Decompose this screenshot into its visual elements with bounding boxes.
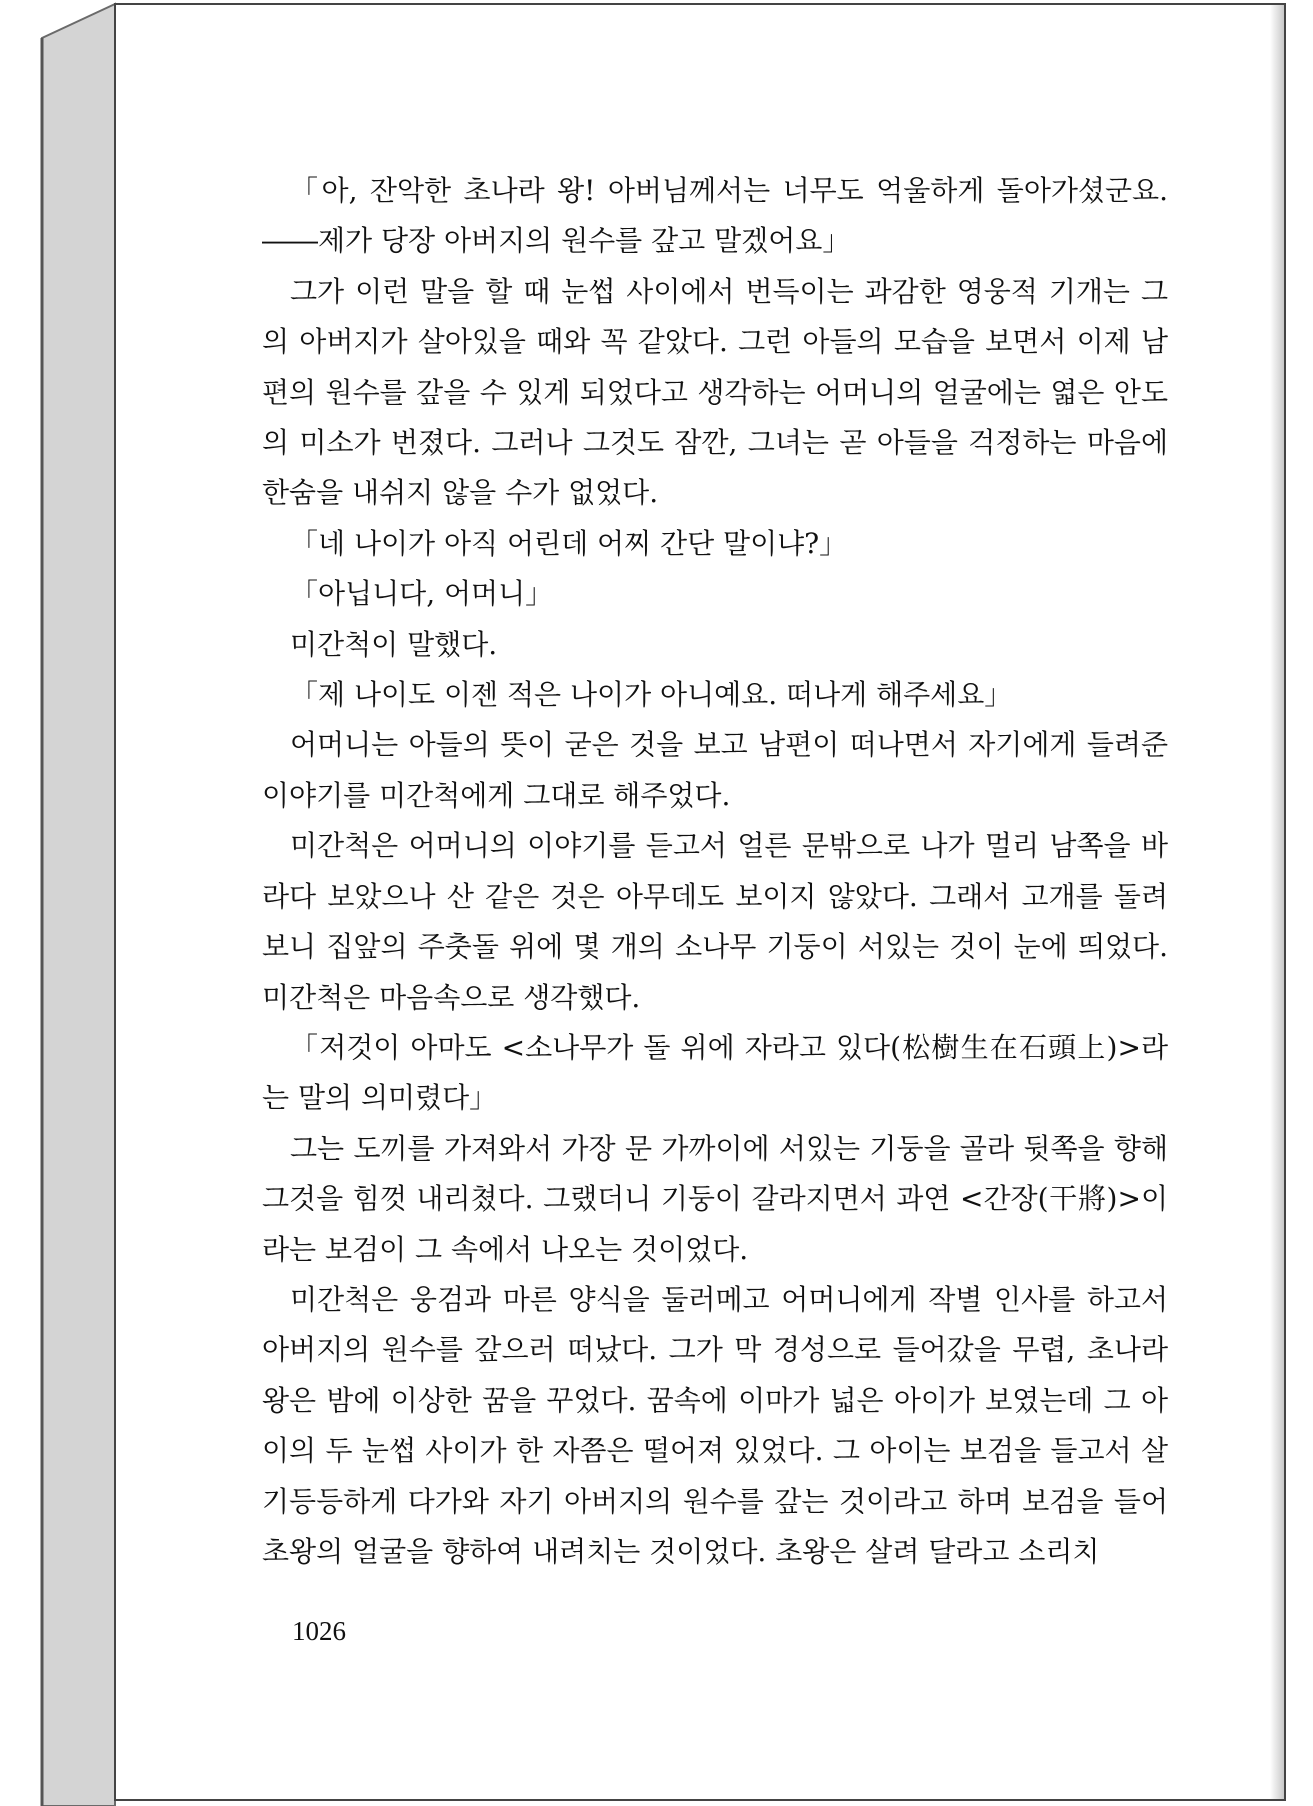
paragraph: 미간척은 웅검과 마른 양식을 둘러메고 어머니에게 작별 인사를 하고서 아버지의 원수를 갚으러 떠났다. 그가 막 경성으로 들어갔을 무렵, 초나라 왕은 밤에 이상한 꿈을 꾸었다. 꿈속에 이마가 넓은 아이가 보였는데 그 아이의 두 눈썹 사이가 한 자쯤은 떨어져 있었다. 그 아이는 보검을 들고서 살기등등하게 다가와 자기 아버지의 원수를 갚는 것이라고 하며 보검을 들어 초왕의 얼굴을 향하여 내려치는 것이었다. 초왕은 살려 달라고 소리치 (262, 1282, 1168, 1568)
paragraph: 미간척이 말했다. (290, 627, 498, 661)
paragraph: 그는 도끼를 가져와서 가장 문 가까이에 서있는 기둥을 골라 뒷쪽을 향해 그것을 힘껏 내리쳤다. 그랬더니 기둥이 갈라지면서 과연 <간장(干將)>이라는 보검이 그 속에서 나오는 것이었다. (262, 1131, 1168, 1266)
paragraph: 「아, 잔악한 초나라 왕! 아버님께서는 너무도 억울하게 돌아가셨군요. ――제가 당장 아버지의 원수를 갚고 말겠어요」 (262, 174, 1168, 258)
paragraph: 그가 이런 말을 할 때 눈썹 사이에서 번득이는 과감한 영웅적 기개는 그의 아버지가 살아있을 때와 꼭 같았다. 그런 아들의 모습을 보면서 이제 남편의 원수를 갚을 수 있게 되었다고 생각하는 어머니의 얼굴에는 엷은 안도의 미소가 번졌다. 그러나 그것도 잠깐, 그녀는 곧 아들을 걱정하는 마음에 한숨을 내쉬지 않을 수가 없었다. (262, 274, 1168, 510)
paragraph: 어머니는 아들의 뜻이 굳은 것을 보고 남편이 떠나면서 자기에게 들려준 이야기를 미간척에게 그대로 해주었다. (262, 728, 1168, 812)
paragraph: 「아닙니다, 어머니」 (290, 577, 554, 611)
paragraph: 「제 나이도 이젠 적은 나이가 아니예요. 떠나게 해주세요」 (290, 678, 1013, 712)
page-number: 1026 (292, 1616, 346, 1646)
paragraph: 미간척은 어머니의 이야기를 듣고서 얼른 문밖으로 나가 멀리 남쪽을 바라다 보았으나 산 같은 것은 아무데도 보이지 않았다. 그래서 고개를 돌려 보니 집앞의 주춧돌 위에 몇 개의 소나무 기둥이 서있는 것이 눈에 띄었다. 미간척은 마음속으로 생각했다. (262, 829, 1168, 1014)
paragraph: 「네 나이가 아직 어린데 어찌 간단 말이냐?」 (290, 526, 848, 560)
body-text (262, 166, 1168, 1577)
book-spine-shadow (42, 4, 115, 1806)
paragraph: 「저것이 아마도 <소나무가 돌 위에 자라고 있다(松樹生在石頭上)>라는 말의 의미렸다」 (262, 1030, 1168, 1115)
